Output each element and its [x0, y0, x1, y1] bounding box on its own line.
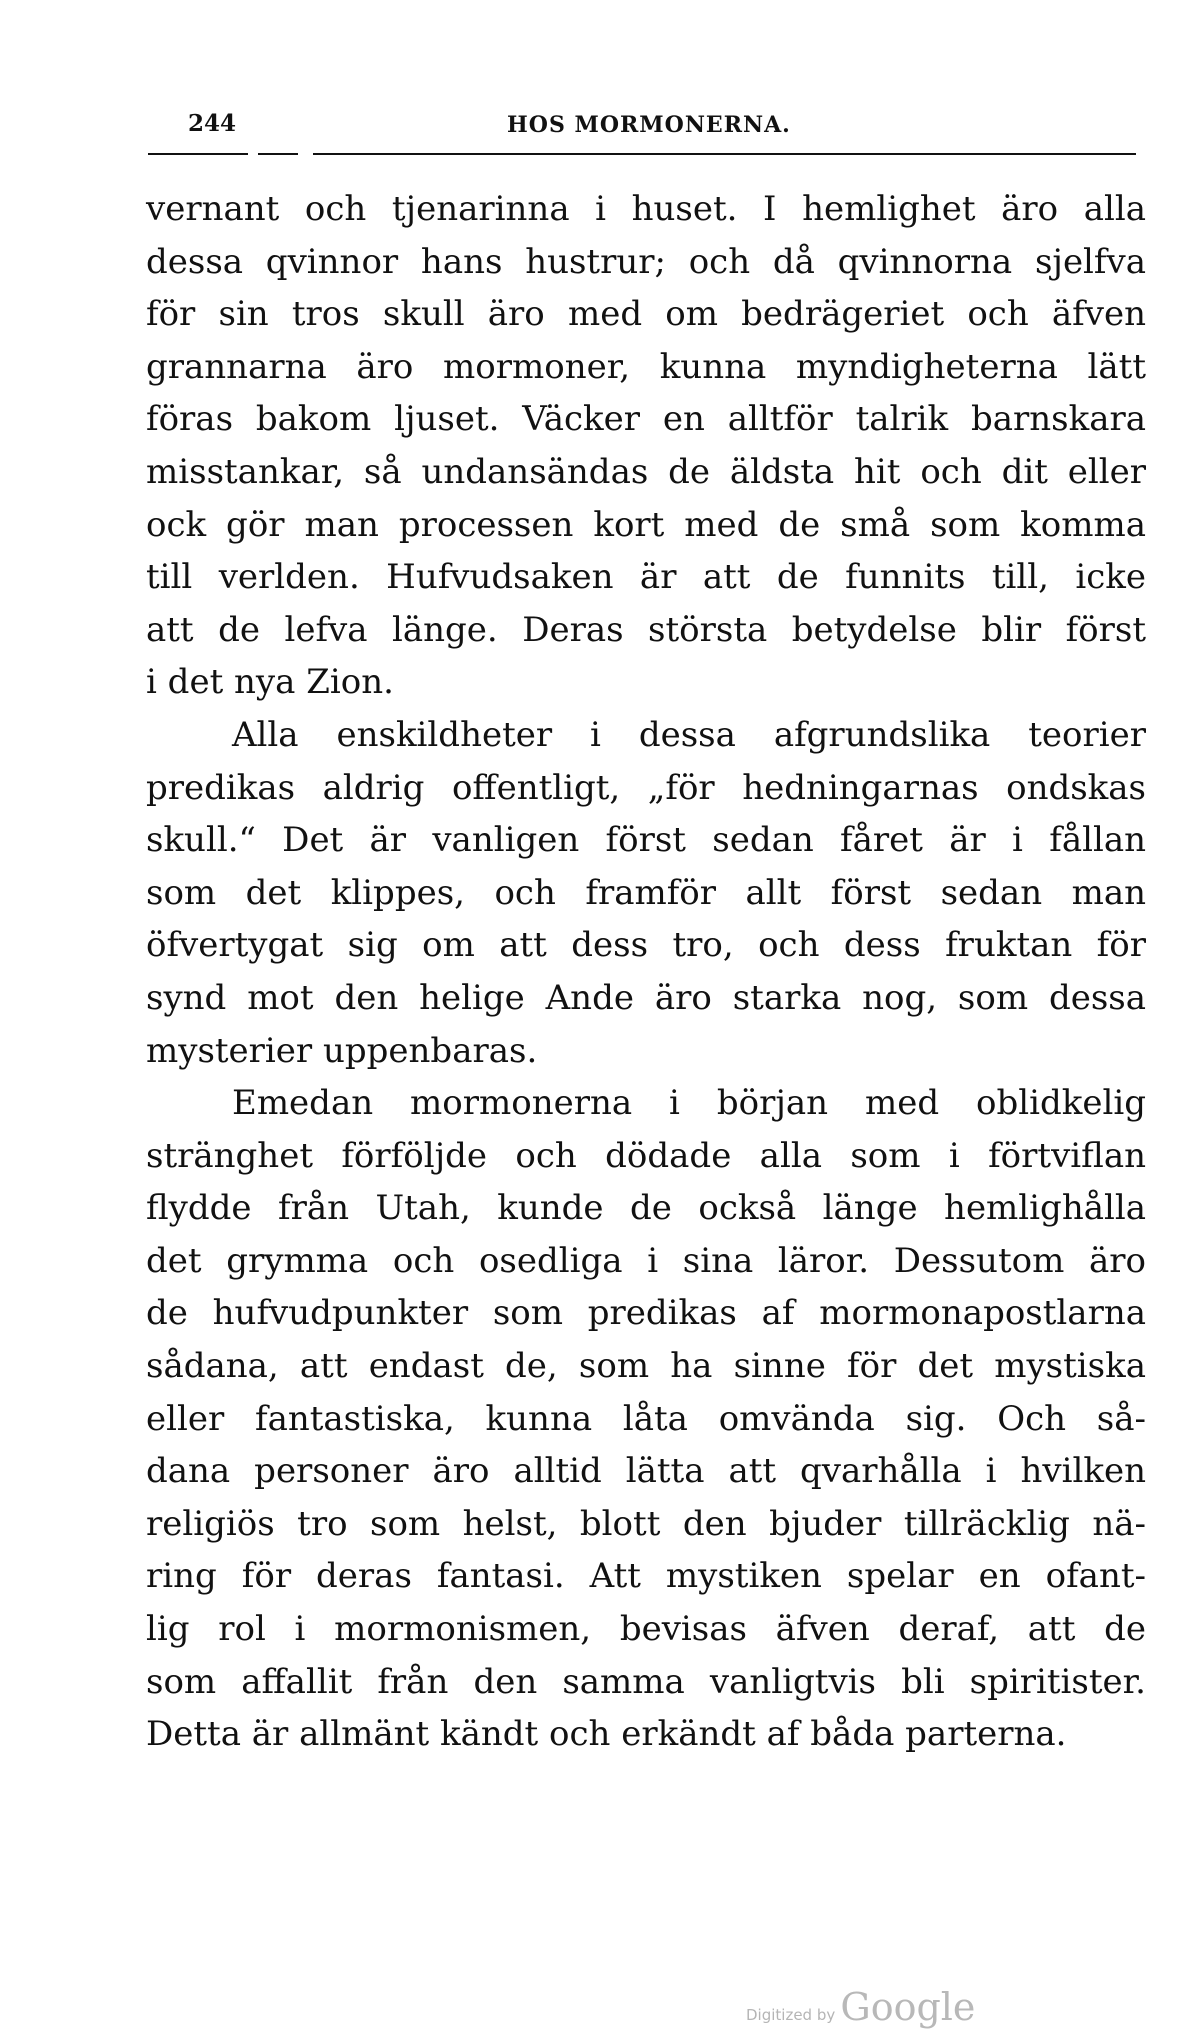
header-rule: [313, 153, 1136, 155]
google-logo: Google: [840, 1985, 976, 2029]
text-line: till verlden. Hufvudsaken är att de funnits till, icke: [146, 557, 1146, 598]
text-line: misstankar, så undansändas de äldsta hit och dit eller: [146, 451, 1146, 492]
text-line: ring för deras fantasi. Att mystiken spelar en ofant-: [146, 1556, 1146, 1597]
text-line: Detta är allmänt kändt och erkändt af båda parterna.: [146, 1714, 1067, 1755]
text-line: vernant och tjenarinna i huset. I hemlighet äro alla: [146, 189, 1146, 229]
watermark-prefix: Digitized by: [746, 2006, 836, 2024]
body-text: [146, 183, 1146, 1761]
text-line: ock gör man processen kort med de små som komma: [146, 504, 1146, 545]
text-line: öfvertygat sig om att dess tro, och dess fruktan för: [146, 925, 1146, 966]
text-line: stränghet förföljde och dödade alla som i förtviflan: [146, 1135, 1146, 1176]
text-line: eller fantastiska, kunna låta omvända sig. Och så-: [146, 1398, 1146, 1439]
header-rule: [148, 153, 248, 155]
text-line: för sin tros skull äro med om bedrägeriet och äfven: [146, 294, 1146, 335]
text-line: lig rol i mormonismen, bevisas äfven deraf, att de: [146, 1609, 1146, 1650]
header-rule: [258, 153, 298, 155]
text-line: dessa qvinnor hans hustrur; och då qvinnorna sjelfva: [146, 241, 1146, 282]
text-line: Alla enskildheter i dessa afgrundslika teorier: [232, 714, 1146, 755]
text-line: att de lefva länge. Deras största betydelse blir först: [146, 609, 1146, 650]
text-line: flydde från Utah, kunde de också länge hemlighålla: [146, 1188, 1146, 1229]
text-line: grannarna äro mormoner, kunna myndigheterna lätt: [146, 346, 1146, 387]
text-line: i det nya Zion.: [146, 662, 394, 703]
text-line: föras bakom ljuset. Väcker en alltför talrik barnskara: [146, 399, 1146, 440]
text-line: som affallit från den samma vanligtvis bli spiritister.: [146, 1661, 1146, 1702]
text-line: skull.“ Det är vanligen först sedan fåret är i fållan: [146, 820, 1146, 861]
page-number: 244: [188, 110, 237, 137]
text-line: predikas aldrig offentligt, „för hedningarnas ondskas: [146, 767, 1146, 808]
text-line: Emedan mormonerna i början med oblidkelig: [232, 1083, 1146, 1124]
text-line: sådana, att endast de, som ha sinne för det mystiska: [146, 1346, 1146, 1387]
text-line: mysterier uppenbaras.: [146, 1030, 538, 1071]
text-line: det grymma och osedliga i sina läror. Dessutom äro: [146, 1240, 1146, 1281]
text-line: dana personer äro alltid lätta att qvarhålla i hvilken: [146, 1451, 1146, 1492]
running-title: HOS MORMONERNA.: [507, 112, 791, 138]
text-line: synd mot den helige Ande äro starka nog, som dessa: [146, 977, 1146, 1018]
text-line: de hufvudpunkter som predikas af mormonapostlarna: [146, 1293, 1146, 1334]
text-line: som det klippes, och framför allt först sedan man: [146, 872, 1146, 913]
page-header: [148, 110, 1136, 150]
digitized-watermark: [746, 1985, 975, 2029]
text-line: religiös tro som helst, blott den bjuder tillräcklig nä-: [146, 1503, 1146, 1544]
